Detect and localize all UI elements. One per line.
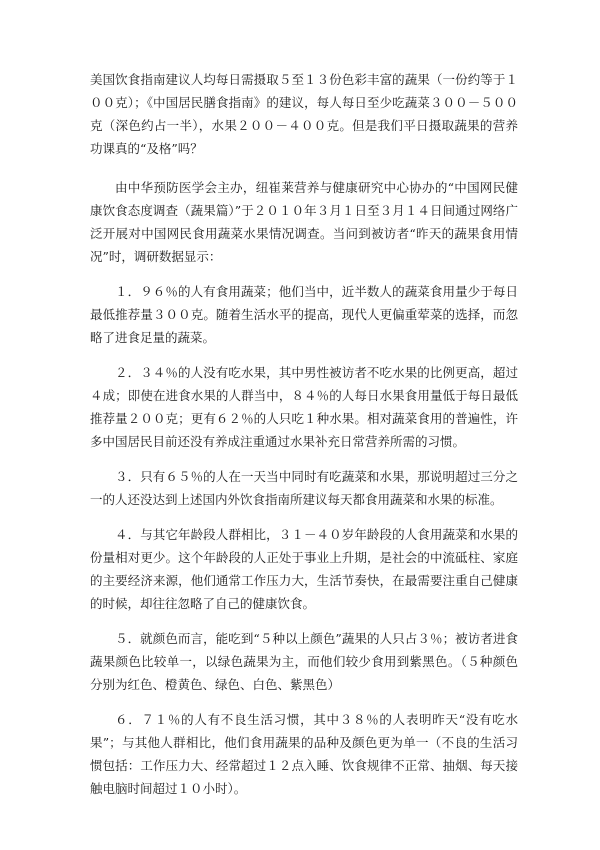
finding-2-paragraph: ２．３４％的人没有吃水果，其中男性被访者不吃水果的比例更高，超过４成；即使在进食水果的人群当中，８４％的人每日水果食用量低于每日最低推荐量２００克；更有６２％的人只吃１种水果。相对蔬菜食用的普遍性，许多中国居民目前还没有养成注重通过水果补充日常营养所需的习惯。	[90, 365, 518, 449]
finding-5-paragraph: ５．就颜色而言，能吃到“５种以上颜色”蔬果的人只占３％；被访者进食蔬果颜色比较单一，以绿色蔬果为主，而他们较少食用到紫黑色。（５种颜色分别为红色、橙黄色、绿色、白色、紫黑色）	[90, 631, 518, 692]
finding-6-paragraph: ６．７１％的人有不良生活习惯，其中３８％的人表明昨天“没有吃水果”；与其他人群相比，他们食用蔬果的品种及颜色更为单一（不良的生活习惯包括：工作压力大、经常超过１２点入睡、饮食规律不正常、抽烟、每天接触电脑时间超过１０小时）。	[90, 712, 518, 796]
survey-intro-paragraph: 由中华预防医学会主办，纽崔莱营养与健康研究中心协办的“中国网民健康饮食态度调查（蔬果篇）”于２０１０年３月１日至３月１４日间通过网络广泛开展对中国网民食用蔬菜水果情况调查。当问到被访者“昨天的蔬果食用情况”时，调研数据显示：	[90, 180, 518, 264]
finding-1-paragraph: １．９６％的人有食用蔬菜；他们当中，近半数人的蔬菜食用量少于每日最低推荐量３００克。随着生活水平的提高，现代人更偏重荤菜的选择，而忽略了进食足量的蔬菜。	[90, 284, 518, 345]
finding-3-paragraph: ３．只有６５％的人在一天当中同时有吃蔬菜和水果，那说明超过三分之一的人还没达到上述国内外饮食指南所建议每天都食用蔬菜和水果的标准。	[90, 469, 518, 507]
intro-paragraph: 美国饮食指南建议人均每日需摄取５至１３份色彩丰富的蔬果（一份约等于１００克）；《中国居民膳食指南》的建议，每人每日至少吃蔬菜３００－５００克（深色约占一半），水果２００－４００克。但是我们平日摄取蔬果的营养功课真的“及格”吗？	[90, 72, 518, 156]
document-page	[90, 68, 518, 812]
finding-4-paragraph: ４．与其它年龄段人群相比，３１－４０岁年龄段的人食用蔬菜和水果的份量相对更少。这个年龄段的人正处于事业上升期，是社会的中流砥柱、家庭的主要经济来源，他们通常工作压力大，生活节奏快，在最需要注重自己健康的时候，却往往忽略了自己的健康饮食。	[90, 527, 518, 611]
